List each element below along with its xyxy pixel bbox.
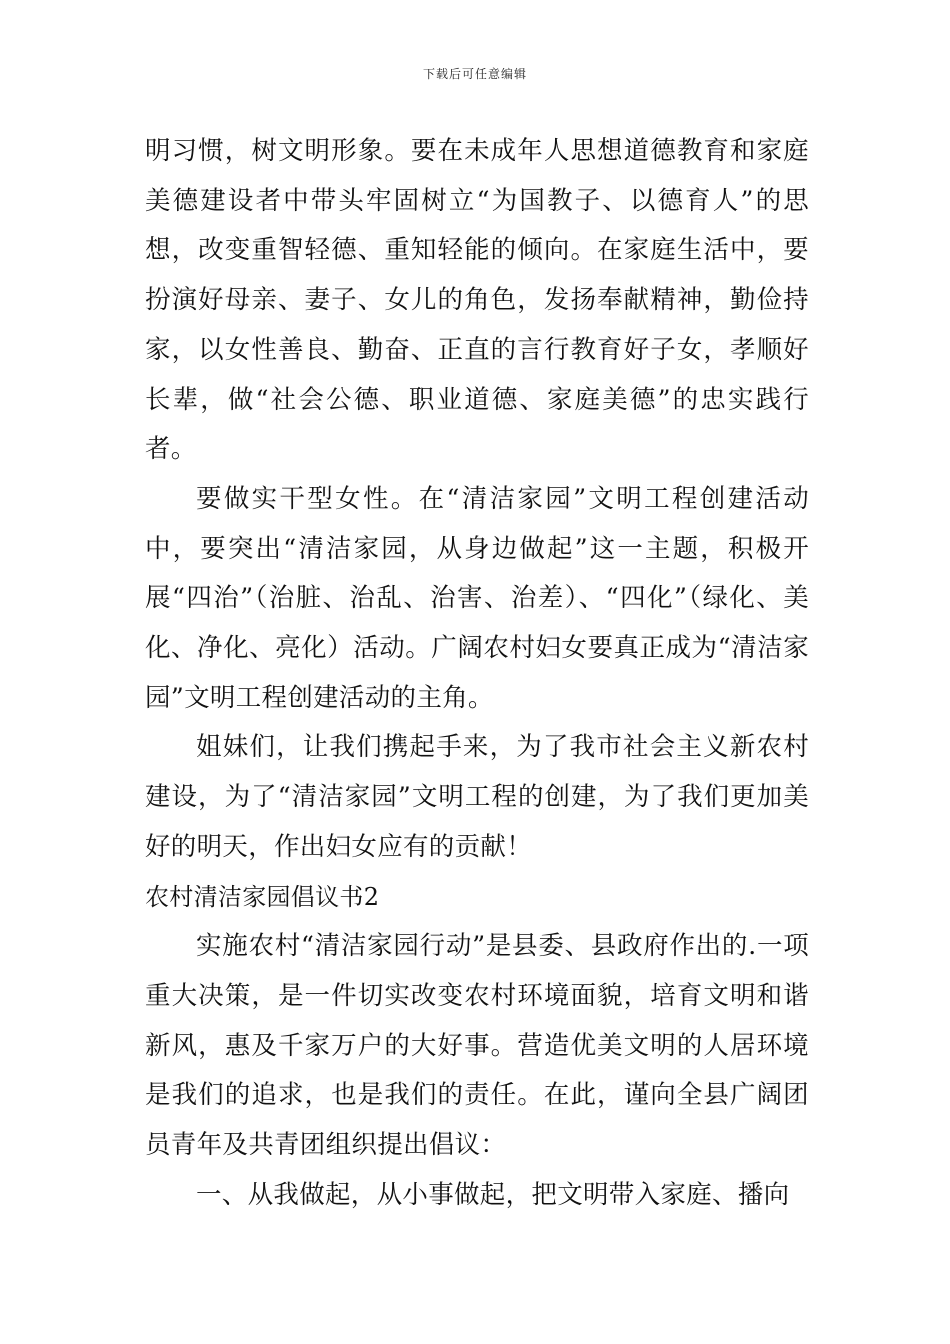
page-header: 下载后可任意编辑 bbox=[422, 67, 527, 81]
paragraph-continuation: 明习惯，树文明形象。要在未成年人思想道德教育和家庭美德建设者中带头牢固树立“为国教子、以德育人”的思想，改变重智轻德、重知轻能的倾向。在家庭生活中，要扮演好母亲、妻子、女儿的角色，发扬奉献精神，勤俭持家，以女性善良、勤奋、正直的言行教育好子女，孝顺好长辈，做“社会公德、职业道德、家庭美德”的忠实践行者。 bbox=[145, 136, 809, 465]
section-title: 农村清洁家园倡议书2 bbox=[145, 882, 380, 911]
paragraph-implementation: 实施农村“清洁家园行动”是县委、县政府作出的.一项重大决策，是一件切实改变农村环境面貌，培育文明和谐新风，惠及千家万户的大好事。营造优美文明的人居环境是我们的追求，也是我们的责任。在此，谨向全县广阔团员青年及共青团组织提出倡议： bbox=[145, 931, 809, 1161]
document-body bbox=[145, 127, 809, 1220]
paragraph-practical-women: 要做实干型女性。在“清洁家园”文明工程创建活动中，要突出“清洁家园，从身边做起”这一主题，积极开展“四治”（治脏、治乱、治害、治差）、“四化”（绿化、美化、净化、亮化）活动。广阔农村妇女要真正成为“清洁家园”文明工程创建活动的主角。 bbox=[145, 483, 809, 713]
paragraph-point-one: 一、从我做起，从小事做起，把文明带入家庭、播向 bbox=[196, 1179, 790, 1210]
paragraph-sisters-call: 姐妹们，让我们携起手来，为了我市社会主义新农村建设，为了“清洁家园”文明工程的创建，为了我们更加美好的明天，作出妇女应有的贡献！ bbox=[145, 732, 809, 862]
